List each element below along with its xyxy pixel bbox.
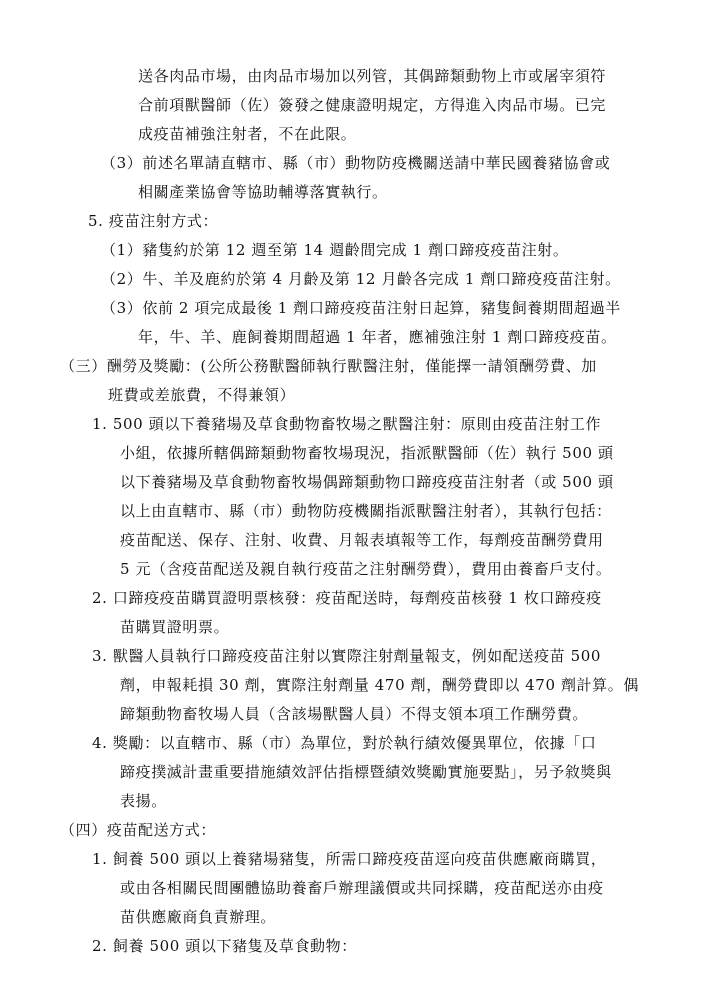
- section-heading: （三）酬勞及獎勵：(公所公務獸醫師執行獸醫注射，僅能擇一請領酬勞費、加: [60, 357, 597, 375]
- list-item-line: （3）依前 2 項完成最後 1 劑口蹄疫疫苗注射日起算，豬隻飼養期間超過半: [101, 299, 621, 317]
- paragraph-line: 苗購買證明票。: [120, 618, 230, 636]
- list-item-line: 1. 飼養 500 頭以上養豬場豬隻，所需口蹄疫疫苗逕向疫苗供應廠商購買，: [92, 850, 607, 868]
- paragraph-line: 成疫苗補強注射者，不在此限。: [138, 125, 357, 143]
- paragraph-line: 蹄類動物畜牧場人員（含該場獸醫人員）不得支領本項工作酬勞費。: [120, 705, 589, 723]
- list-item-line: 4. 獎勵：以直轄市、縣（市）為單位，對於執行績效優異單位，依據「口: [92, 734, 597, 752]
- paragraph-line: 以上由直轄市、縣（市）動物防疫機關指派獸醫注射者），其執行包括：: [120, 502, 612, 520]
- paragraph-line: 班費或差旅費，不得兼領）: [108, 386, 296, 404]
- paragraph-line: 蹄疫撲滅計畫重要措施績效評估指標暨績效獎勵實施要點」，另予敘獎與: [120, 763, 612, 781]
- section-heading: 5. 疫苗注射方式：: [88, 212, 219, 230]
- paragraph-line: 以下養豬場及草食動物畜牧場偶蹄類動物口蹄疫疫苗注射者（或 500 頭: [120, 473, 614, 491]
- paragraph-line: 年，牛、羊、鹿飼養期間超過 1 年者，應補強注射 1 劑口蹄疫疫苗。: [138, 328, 617, 346]
- paragraph-line: 苗供應廠商負責辦理。: [120, 908, 277, 926]
- paragraph-line: 送各肉品市場，由肉品市場加以列管，其偶蹄類動物上市或屠宰須符: [138, 67, 607, 85]
- list-item-line: 3. 獸醫人員執行口蹄疫疫苗注射以實際注射劑量報支，例如配送疫苗 500: [92, 647, 602, 665]
- paragraph-line: 表揚。: [120, 792, 167, 810]
- list-item-line: 2. 口蹄疫疫苗購買證明票核發：疫苗配送時，每劑疫苗核發 1 枚口蹄疫疫: [92, 589, 602, 607]
- paragraph-line: 疫苗配送、保存、注射、收費、月報表填報等工作，每劑疫苗酬勞費用: [120, 531, 604, 549]
- paragraph-line: 劑，申報耗損 30 劑，實際注射劑量 470 劑，酬勞費即以 470 劑計算。偶: [120, 676, 639, 694]
- paragraph-line: 合前項獸醫師（佐）簽發之健康證明規定，方得進入肉品市場。已完: [138, 96, 607, 114]
- list-item-line: （2）牛、羊及鹿約於第 4 月齡及第 12 月齡各完成 1 劑口蹄疫疫苗注射。: [101, 270, 621, 288]
- list-item-line: 2. 飼養 500 頭以下豬隻及草食動物：: [92, 937, 357, 955]
- section-heading: （四）疫苗配送方式：: [60, 821, 217, 839]
- list-item-line: 1. 500 頭以下養豬場及草食動物畜牧場之獸醫注射：原則由疫苗注射工作: [92, 415, 602, 433]
- paragraph-line: 或由各相關民間團體協助養畜戶辦理議價或共同採購，疫苗配送亦由疫: [120, 879, 604, 897]
- paragraph-line: 相關產業協會等協助輔導落實執行。: [138, 183, 388, 201]
- list-item-line: （1）豬隻約於第 12 週至第 14 週齡間完成 1 劑口蹄疫疫苗注射。: [101, 241, 569, 259]
- paragraph-line: 5 元（含疫苗配送及親自執行疫苗之注射酬勞費），費用由養畜戶支付。: [120, 560, 612, 578]
- list-item-line: （3）前述名單請直轄市、縣（市）動物防疫機關送請中華民國養豬協會或: [101, 154, 611, 172]
- paragraph-line: 小組，依據所轄偶蹄類動物畜牧場現況，指派獸醫師（佐）執行 500 頭: [120, 444, 614, 462]
